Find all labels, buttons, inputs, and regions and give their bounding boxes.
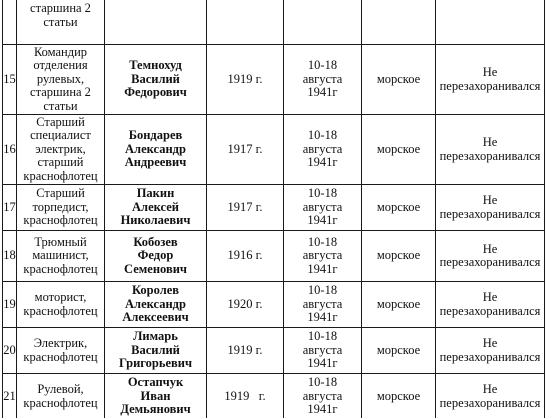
cell-death-type: морское [362, 231, 436, 282]
cell-name [105, 0, 207, 45]
cell-name: Кобозев Федор Семенович [105, 231, 207, 282]
table-row [3, 185, 545, 231]
cell-rank: Старший специалист электрик, старший краснофлотец [17, 115, 105, 185]
cell-name: Темнохуд Василий Федорович [105, 45, 207, 115]
table-row [3, 282, 545, 328]
table-row [3, 45, 545, 115]
cell-name: Королев Александр Алексеевич [105, 282, 207, 328]
cell-rank: Командир отделения рулевых, старшина 2 статьи [17, 45, 105, 115]
cell-rank: моторист, краснофлотец [17, 282, 105, 328]
cell-date: 10-18 августа 1941г [284, 115, 362, 185]
table-row [3, 231, 545, 282]
cell-rank: Старший торпедист, краснофлотец [17, 185, 105, 231]
cell-date: 10-18 августа 1941г [284, 231, 362, 282]
cell-death-type: морское [362, 115, 436, 185]
cell-rank: Трюмный машинист, краснофлотец [17, 231, 105, 282]
cell-date: 10-18 августа 1941г [284, 45, 362, 115]
cell-num: 21 [3, 374, 17, 418]
cell-num: 19 [3, 282, 17, 328]
cell-date: 10-18 августа 1941г [284, 328, 362, 374]
cell-note: Не перезахоранивался [436, 282, 545, 328]
cell-name: Остапчук Иван Демьянович [105, 374, 207, 418]
cell-death-type: морское [362, 45, 436, 115]
cell-num: 18 [3, 231, 17, 282]
cell-year: 1919 г. [207, 328, 284, 374]
cell-note: Не перезахоранивался [436, 185, 545, 231]
cell-num: 16 [3, 115, 17, 185]
cell-death-type: морское [362, 374, 436, 418]
table-row-continuation [3, 0, 545, 45]
cell-year: 1920 г. [207, 282, 284, 328]
cell-date: 10-18 августа 1941г [284, 185, 362, 231]
cell-note: Не перезахоранивался [436, 231, 545, 282]
cell-year: 1919 г. [207, 374, 284, 418]
cell-year [207, 0, 284, 45]
cell-death-type: морское [362, 328, 436, 374]
cell-death-type: морское [362, 185, 436, 231]
burial-records-table [2, 0, 545, 418]
cell-name: Пакин Алексей Николаевич [105, 185, 207, 231]
cell-death-type: морское [362, 282, 436, 328]
cell-date: 10-18 августа 1941г [284, 282, 362, 328]
cell-year: 1916 г. [207, 231, 284, 282]
cell-date: 10-18 августа 1941г [284, 374, 362, 418]
cell-note: Не перезахоранивался [436, 45, 545, 115]
cell-rank: Электрик, краснофлотец [17, 328, 105, 374]
cell-num: 15 [3, 45, 17, 115]
cell-death-type [362, 0, 436, 45]
cell-note: Не перезахоранивался [436, 328, 545, 374]
table-row [3, 328, 545, 374]
cell-name: Лимарь Василий Григорьевич [105, 328, 207, 374]
cell-num: 17 [3, 185, 17, 231]
cell-year: 1917 г. [207, 115, 284, 185]
cell-num: 20 [3, 328, 17, 374]
cell-num [3, 0, 17, 45]
cell-year: 1917 г. [207, 185, 284, 231]
table-row [3, 374, 545, 418]
cell-rank: старшина 2 статьи [17, 0, 105, 45]
cell-date [284, 0, 362, 45]
cell-note: Не перезахоранивался [436, 115, 545, 185]
cell-note [436, 0, 545, 45]
cell-name: Бондарев Александр Андреевич [105, 115, 207, 185]
cell-rank: Рулевой, краснофлотец [17, 374, 105, 418]
cell-note: Не перезахоранивался [436, 374, 545, 418]
cell-year: 1919 г. [207, 45, 284, 115]
table-row [3, 115, 545, 185]
